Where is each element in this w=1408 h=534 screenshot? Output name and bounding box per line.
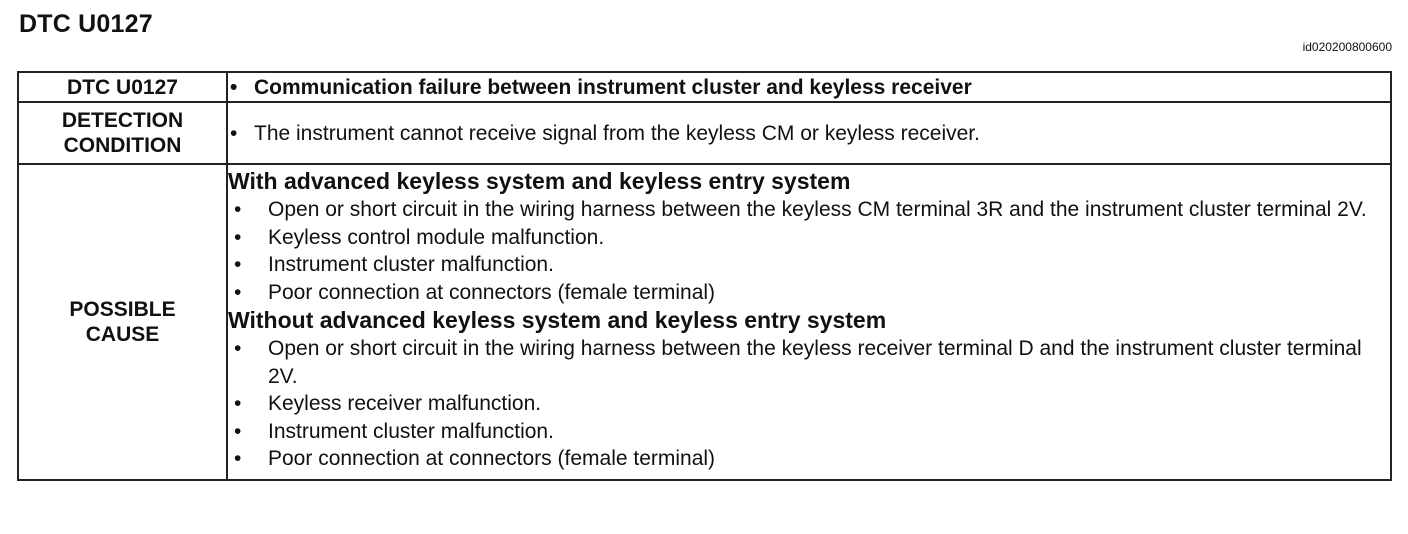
list-item: [228, 279, 1390, 307]
detection-condition-label: [18, 102, 227, 164]
dtc-code-label: DTC U0127: [18, 72, 227, 102]
dtc-summary-item: [228, 74, 1390, 101]
detection-condition-text: The instrument cannot receive signal from the keyless CM or keyless receiver.: [254, 121, 980, 145]
bullet-icon: •: [234, 280, 242, 304]
section-heading: Without advanced keyless system and keyless entry system: [228, 307, 887, 333]
bullet-icon: •: [234, 337, 242, 360]
dtc-summary-text: Communication failure between instrument cluster and keyless receiver: [254, 75, 972, 99]
bullet-icon: •: [234, 253, 242, 276]
list-item-text: Instrument cluster malfunction.: [268, 419, 554, 443]
list-item-text: Instrument cluster malfunction.: [268, 253, 554, 276]
list-item-text: Poor connection at connectors (female terminal): [268, 447, 716, 470]
detection-condition-cell: [227, 102, 1391, 164]
bullet-icon: •: [230, 75, 238, 99]
list-item: [228, 335, 1390, 390]
list-item: [228, 196, 1390, 224]
detection-label-line1: DETECTION: [61, 109, 184, 132]
list-item-text: Open or short circuit in the wiring harness between the keyless receiver terminal D and the instrument cluster terminal 2V.: [268, 337, 1362, 388]
table-row-detection: [18, 102, 1391, 164]
bullet-icon: •: [234, 419, 242, 443]
section-heading: With advanced keyless system and keyless entry system: [228, 168, 851, 194]
list-item-text: Poor connection at connectors (female terminal): [268, 280, 716, 304]
list-item: [228, 224, 1390, 252]
bullet-icon: •: [234, 392, 242, 415]
page-title: DTC U0127: [19, 10, 153, 38]
list-item-text: Keyless receiver malfunction.: [268, 392, 542, 415]
possible-cause-cell: [227, 164, 1391, 480]
detection-label-line2: CONDITION: [63, 134, 182, 157]
list-item: [228, 390, 1390, 418]
list-item: [228, 418, 1390, 446]
list-item: [228, 251, 1390, 279]
table-row-possible-cause: [18, 164, 1391, 480]
detection-condition-item: [228, 120, 1390, 147]
cause-list: [228, 335, 1390, 473]
cause-label-line2: CAUSE: [85, 322, 160, 346]
bullet-icon: •: [234, 225, 242, 249]
document-id: id020200800600: [1302, 40, 1392, 54]
dtc-info-table: [17, 71, 1392, 481]
cause-list: [228, 196, 1390, 306]
bullet-icon: •: [234, 447, 242, 470]
list-item-text: Keyless control module malfunction.: [268, 225, 605, 249]
dtc-summary-cell: [227, 72, 1391, 102]
list-item: [228, 445, 1390, 473]
cause-label-line1: POSSIBLE: [69, 297, 176, 321]
possible-cause-label: [18, 164, 227, 480]
bullet-icon: •: [234, 198, 242, 221]
table-row-summary: [18, 72, 1391, 102]
bullet-icon: •: [230, 121, 238, 145]
list-item-text: Open or short circuit in the wiring harness between the keyless CM terminal 3R and the instrument cluster terminal 2V.: [268, 198, 1367, 221]
